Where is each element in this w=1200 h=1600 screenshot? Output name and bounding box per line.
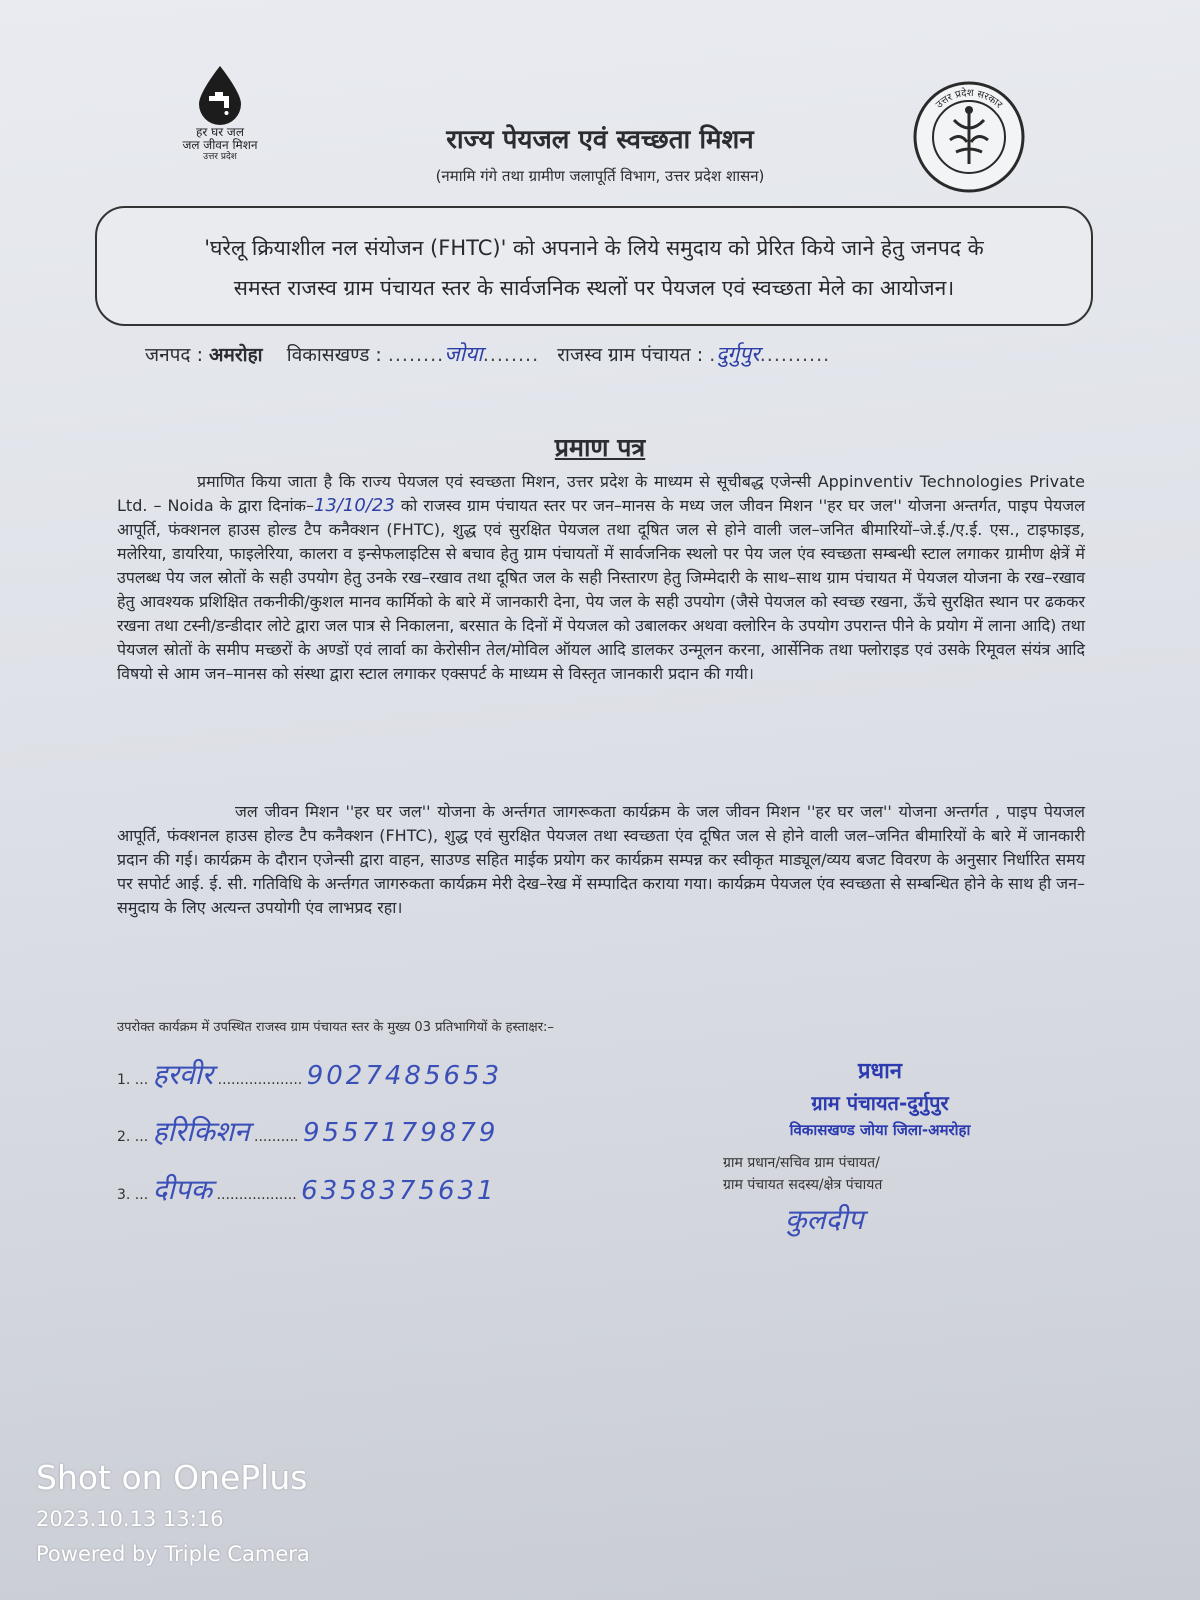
district-label: जनपद :: [145, 344, 203, 366]
participant-name: हरिकिशन: [152, 1115, 250, 1148]
pradhan-signature: कुलदीप: [785, 1203, 864, 1236]
banner-line-1: 'घरेलू क्रियाशील नल संयोजन (FHTC)' को अपनाने के लिये समुदाय को प्रेरित किये जाने हेतु जनपद के: [204, 236, 984, 260]
row-number: 1.: [117, 1072, 131, 1088]
stamp-line-3: विकासखण्ड जोया जिला-अमरोहा: [789, 1121, 971, 1139]
camera-watermark-brand: Shot on OnePlus: [36, 1458, 308, 1497]
signature-row: 3. ... दीपक .................. 6358375631: [117, 1173, 497, 1206]
designation-text: [723, 1152, 1003, 1196]
har-ghar-jal-logo: [170, 64, 270, 162]
row-number: 2.: [117, 1129, 131, 1145]
seal-text: उत्तर प्रदेश सरकार: [933, 87, 1005, 111]
participant-name: हरवीर: [152, 1058, 214, 1091]
camera-watermark-timestamp: 2023.10.13 13:16: [36, 1507, 224, 1531]
stamp-line-2: ग्राम पंचायत-दुर्गुपुर: [811, 1091, 949, 1115]
page-subtitle: (नमामि गंगे तथा ग्रामीण जलापूर्ति विभाग, उत्तर प्रदेश शासन): [435, 167, 765, 185]
water-drop-tap-icon: [193, 64, 247, 126]
location-fields: जनपद : अमरोहा विकासखण्ड : ........जोया........ राजस्व ग्राम पंचायत : .दुर्गुपुर..........: [145, 342, 831, 366]
row-number: 3.: [117, 1187, 131, 1203]
page-title: राज्य पेयजल एवं स्वच्छता मिशन: [446, 125, 754, 155]
gp-value: दुर्गुपुर: [716, 342, 760, 366]
block-label: विकासखण्ड :: [286, 344, 382, 366]
certificate-paragraph-2: जल जीवन मिशन ''हर घर जल'' योजना के अर्न्तगत जागरूकता कार्यक्रम के जल जीवन मिशन ''हर घर जल'' योजना अन्तर्गत , पाइप पेयजल आपूर्ति, फंक्शनल हाउस होल्ड टैप कनैक्शन (FHTC), शुद्ध एवं सुरक्षित पेयजल तथा स्वच्छता एंव दूषित जल से होने वाली जल–जनित बीमारियों के बारे में जानकारी प्रदान की गई। कार्यक्रम के दौरान एजेन्सी द्वारा वाहन, साउण्ड सहित माईक प्रयोग कर कार्यक्रम सम्पन्न कर स्वीकृत माड्यूल/व्यय बजट विवरण के अनुसार निर्धारित समय पर सपोर्ट आई. ई. सी. गतिविधि के अर्न्तगत जागरुकता कार्यक्रम मेरी देख–रेख में सम्पादित कराया गया। कार्यक्रम पेयजल एंव स्वच्छता से सम्बन्धित होने के साथ ही जन–समुदाय के लिए अत्यन्त उपयोगी एंव लाभप्रद रहा।: [117, 802, 1085, 917]
banner-line-2: समस्त राजस्व ग्राम पंचायत स्तर के सार्वजनिक स्थलों पर पेयजल एवं स्वच्छता मेले का आयोजन।: [233, 276, 955, 300]
designation-line-1: ग्राम प्रधान/सचिव ग्राम पंचायत/: [723, 1155, 880, 1171]
gp-label: राजस्व ग्राम पंचायत :: [557, 344, 704, 366]
stamp-line-1: प्रधान: [858, 1059, 902, 1084]
paragraph-1-body: को राजस्व ग्राम पंचायत स्तर पर जन–मानस के मध्य जल जीवन मिशन ''हर घर जल'' योजना अन्तर्गत, पाइप पेयजल आपूर्ति, फंक्शनल हाउस होल्ड टैप कनैक्शन (FHTC), शुद्ध एवं सुरक्षित पेयजल तथा दूषित जल से होने वाली जल–जनित बीमारियों–जे.ई./ए.ई. एस., टाइफाइड, मलेरिया, डायरिया, फाइलेरिया, कालरा व इन्सेफलाइटिस से बचाव हेतु ग्राम पंचायतों में सार्वजनिक स्थलो पर पेय जल एंव स्वच्छता सम्बन्धी स्टाल लगाकर ग्रामीण क्षेत्रें में उपलब्ध पेय जल स्रोतों के सही उपयोग हेतु उनके रख–रखाव तथा दूषित जल के सही निस्तारण हेतु जिम्मेदारी के साथ–साथ ग्राम पंचायत में पेयजल योजना के रख–रखाव हेतु आवश्यक प्रशिक्षित तकनीकी/कुशल मानव कार्मिको के बारे में जानकारी देना, पेय जल के सही उपयोग (जैसे पेयजल को स्वच्छ रखना, ऊँचे सुरक्षित स्थान पर ढककर रखना तथा टस्नी/डन्डीदार लोटे द्वारा जल पात्र से निकालना, बरसात के दिनों में पेयजल को उबालकर अथवा क्लोरिन के उपयोग उपरान्त पीने के प्रयोग में लाना आदि) तथा पेयजल स्रोतों के समीप मच्छरों के अण्डों एवं लार्वा का केरोसीन तेल/मोविल ऑयल आदि डालकर उन्मूलन करना, आर्सेनिक तथा फ्लोराइड एवं उसके रिमूवल संयंत्र आदि विषयो से आम जन–मानस को संस्था द्वारा स्टाल लगाकर एक्सपर्ट के माध्यम से विस्तृत जानकारी प्रदान की गयी।: [117, 496, 1085, 683]
certificate-paragraph-1: [117, 470, 1085, 686]
event-banner: [95, 206, 1093, 326]
district-value: अमरोहा: [209, 344, 263, 366]
logo-text-1: हर घर जल: [196, 125, 244, 139]
event-date: 13/10/23: [313, 495, 395, 516]
participant-name: दीपक: [152, 1173, 213, 1206]
certificate-title: प्रमाण पत्र: [554, 433, 646, 462]
logo-text-3: उत्तर प्रदेश: [203, 152, 237, 162]
signature-row: 1. ... हरवीर ................... 9027485653: [117, 1058, 503, 1091]
signatures-intro: उपरोक्त कार्यक्रम में उपस्थित राजस्व ग्राम पंचायत स्तर के मुख्य 03 प्रतिभागियों के हस्ताक्षर:–: [117, 1020, 554, 1035]
logo-text-2: जल जीवन मिशन: [182, 138, 258, 152]
signature-row: 2. ... हरिकिशन .......... 9557179879: [117, 1115, 499, 1148]
participant-phone: 9557179879: [302, 1118, 499, 1148]
paragraph-1-intro: प्रमाणित किया जाता है कि राज्य पेयजल एवं स्वच्छता मिशन, उत्तर प्रदेश के माध्यम से सूचीबद्ध एजेन्सी Appinventiv Technologies Private Ltd. – Noida के द्वारा दिनांक–: [117, 472, 1085, 515]
pradhan-stamp: [730, 1055, 1030, 1140]
block-value: जोया: [444, 342, 483, 366]
participant-phone: 9027485653: [306, 1061, 503, 1091]
participant-phone: 6358375631: [301, 1176, 497, 1206]
camera-watermark-tagline: Powered by Triple Camera: [36, 1542, 310, 1566]
up-government-seal-icon: [912, 80, 1026, 194]
designation-line-2: ग्राम पंचायत सदस्य/क्षेत्र पंचायत: [723, 1177, 883, 1193]
